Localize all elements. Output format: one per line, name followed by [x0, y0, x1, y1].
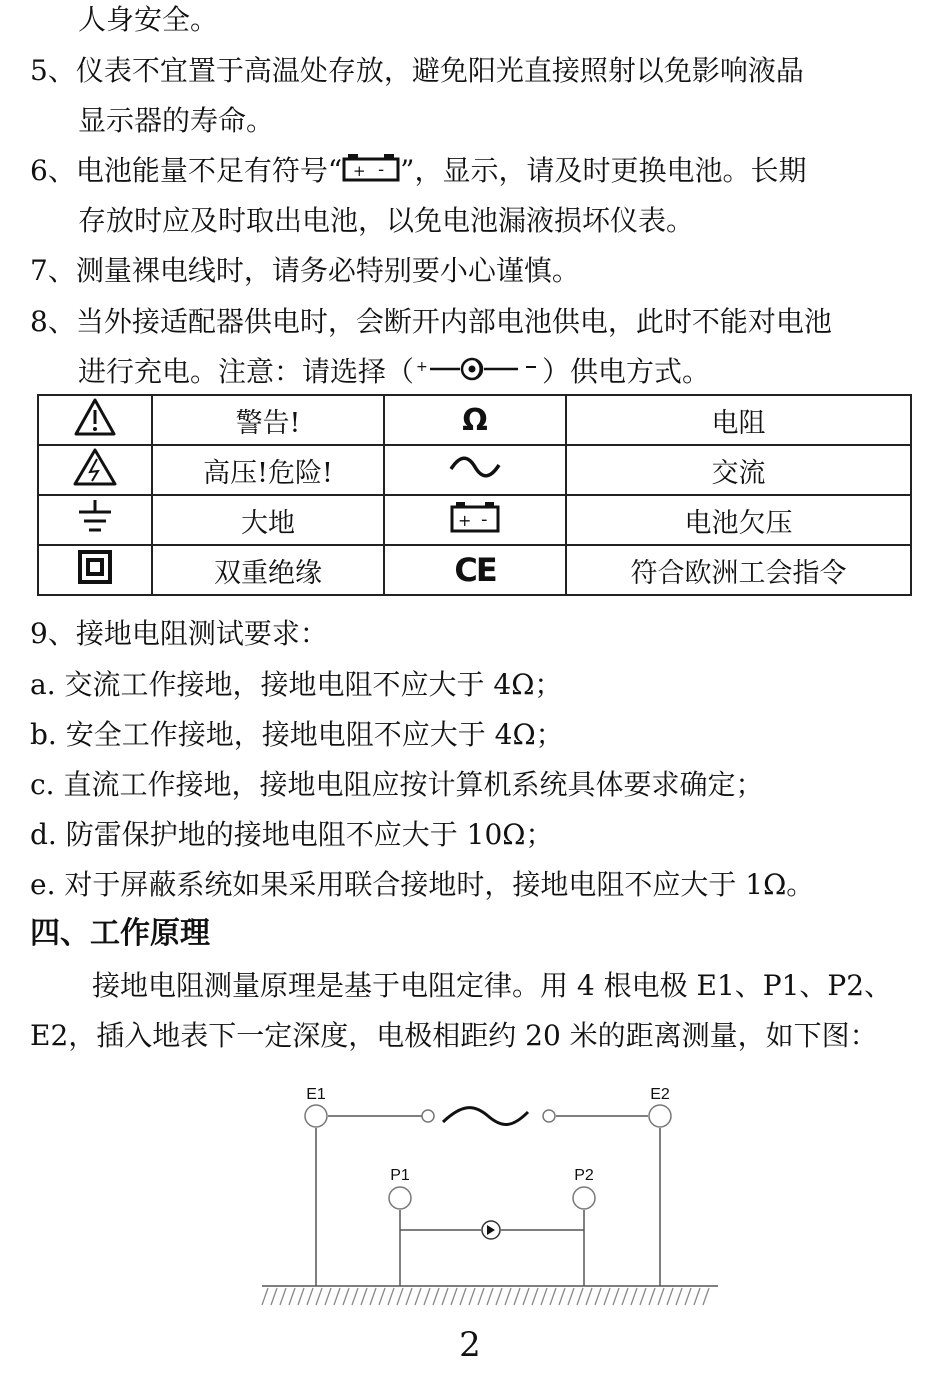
battery-icon: [449, 500, 501, 534]
dc-polarity-icon: [414, 354, 542, 394]
svg-text:+: +: [353, 161, 366, 180]
symbol-label: 交流: [566, 445, 911, 495]
item-6-text-after-icon: ”，显示，请及时更换电池。长期: [400, 154, 807, 187]
terminal-node: [422, 1110, 434, 1122]
item-5-line-1: 5、仪表不宜置于高温处存放，避免阳光直接照射以免影响液晶: [30, 54, 804, 87]
electrode-diagram: [0, 1075, 940, 1315]
symbol-cell: [38, 545, 152, 595]
table-row: [38, 545, 911, 595]
symbol-cell: [384, 495, 566, 545]
ac-source-icon: [443, 1108, 528, 1125]
ground-icon: [75, 498, 115, 536]
electrode-e2: [649, 1105, 671, 1127]
section-heading: 四、工作原理: [30, 916, 210, 951]
terminal-node: [543, 1110, 555, 1122]
symbol-cell: [38, 495, 152, 545]
electrode-p1: [389, 1187, 411, 1209]
item-8-line-2: [78, 352, 710, 394]
symbol-cell: [38, 395, 152, 445]
symbol-label: 符合欧洲工会指令: [566, 545, 911, 595]
ce-mark-icon: CE: [384, 545, 566, 595]
item-7-line: 7、测量裸电线时，请务必特别要小心谨慎。: [30, 254, 580, 287]
label-e2: E2: [650, 1086, 670, 1103]
ac-icon: [448, 453, 502, 481]
symbol-label: 高压!危险!: [152, 445, 384, 495]
requirement-item: d. 防雷保护地的接地电阻不应大于 10Ω；: [30, 818, 554, 851]
symbol-cell: [384, 445, 566, 495]
section-paragraph-line-1: 接地电阻测量原理是基于电阻定律。用 4 根电极 E1、P1、P2、: [92, 969, 893, 1002]
item-6-text-before-icon: 6、电池能量不足有符号“: [30, 154, 343, 187]
symbol-label: 大地: [152, 495, 384, 545]
page-number: 2: [459, 1325, 481, 1365]
item-8-text-before-icon: 进行充电。注意：请选择（: [78, 355, 415, 388]
svg-text:-: -: [378, 159, 385, 180]
table-row: [38, 395, 911, 445]
label-e1: E1: [306, 1086, 326, 1103]
warning-icon: [73, 397, 117, 437]
requirement-item: c. 直流工作接地，接地电阻应按计算机系统具体要求确定；: [30, 768, 764, 801]
item-6-line-1: [30, 151, 806, 193]
symbol-label: 电池欠压: [566, 495, 911, 545]
label-p1: P1: [390, 1167, 410, 1184]
section-paragraph-line-2: E2，插入地表下一定深度，电极相距约 20 米的距离测量，如下图：: [30, 1019, 878, 1052]
electrode-p2: [573, 1187, 595, 1209]
item-5-line-2: 显示器的寿命。: [78, 104, 275, 137]
label-p2: P2: [574, 1167, 594, 1184]
requirement-item: e. 对于屏蔽系统如果采用联合接地时，接地电阻不应大于 1Ω。: [30, 868, 815, 901]
item-6-line-2: 存放时应及时取出电池，以免电池漏液损坏仪表。: [78, 204, 695, 237]
text-line-safety: 人身安全。: [78, 3, 219, 36]
high-voltage-icon: [72, 447, 118, 487]
item-8-line-1: 8、当外接适配器供电时，会断开内部电池供电，此时不能对电池: [30, 305, 832, 338]
requirements-title: 9、接地电阻测试要求：: [30, 617, 328, 650]
symbol-label: 警告!: [152, 395, 384, 445]
svg-text:+: +: [416, 358, 428, 375]
ground-hatching: [262, 1288, 709, 1305]
symbol-cell: [38, 445, 152, 495]
meter-icon: [482, 1221, 500, 1239]
electrode-e1: [305, 1105, 327, 1127]
battery-icon: [342, 153, 400, 193]
table-row: [38, 445, 911, 495]
svg-text:+: +: [458, 510, 472, 530]
requirement-item: a. 交流工作接地，接地电阻不应大于 4Ω；: [30, 668, 563, 701]
double-insulation-icon: [77, 549, 113, 585]
requirement-item: b. 安全工作接地，接地电阻不应大于 4Ω；: [30, 718, 564, 751]
symbol-label: 双重绝缘: [152, 545, 384, 595]
symbol-label: 电阻: [566, 395, 911, 445]
item-8-text-after-icon: ）供电方式。: [542, 355, 711, 388]
symbol-table: [37, 394, 912, 596]
svg-text:-: -: [481, 508, 488, 530]
table-row: [38, 495, 911, 545]
ohm-icon: Ω: [384, 395, 566, 445]
